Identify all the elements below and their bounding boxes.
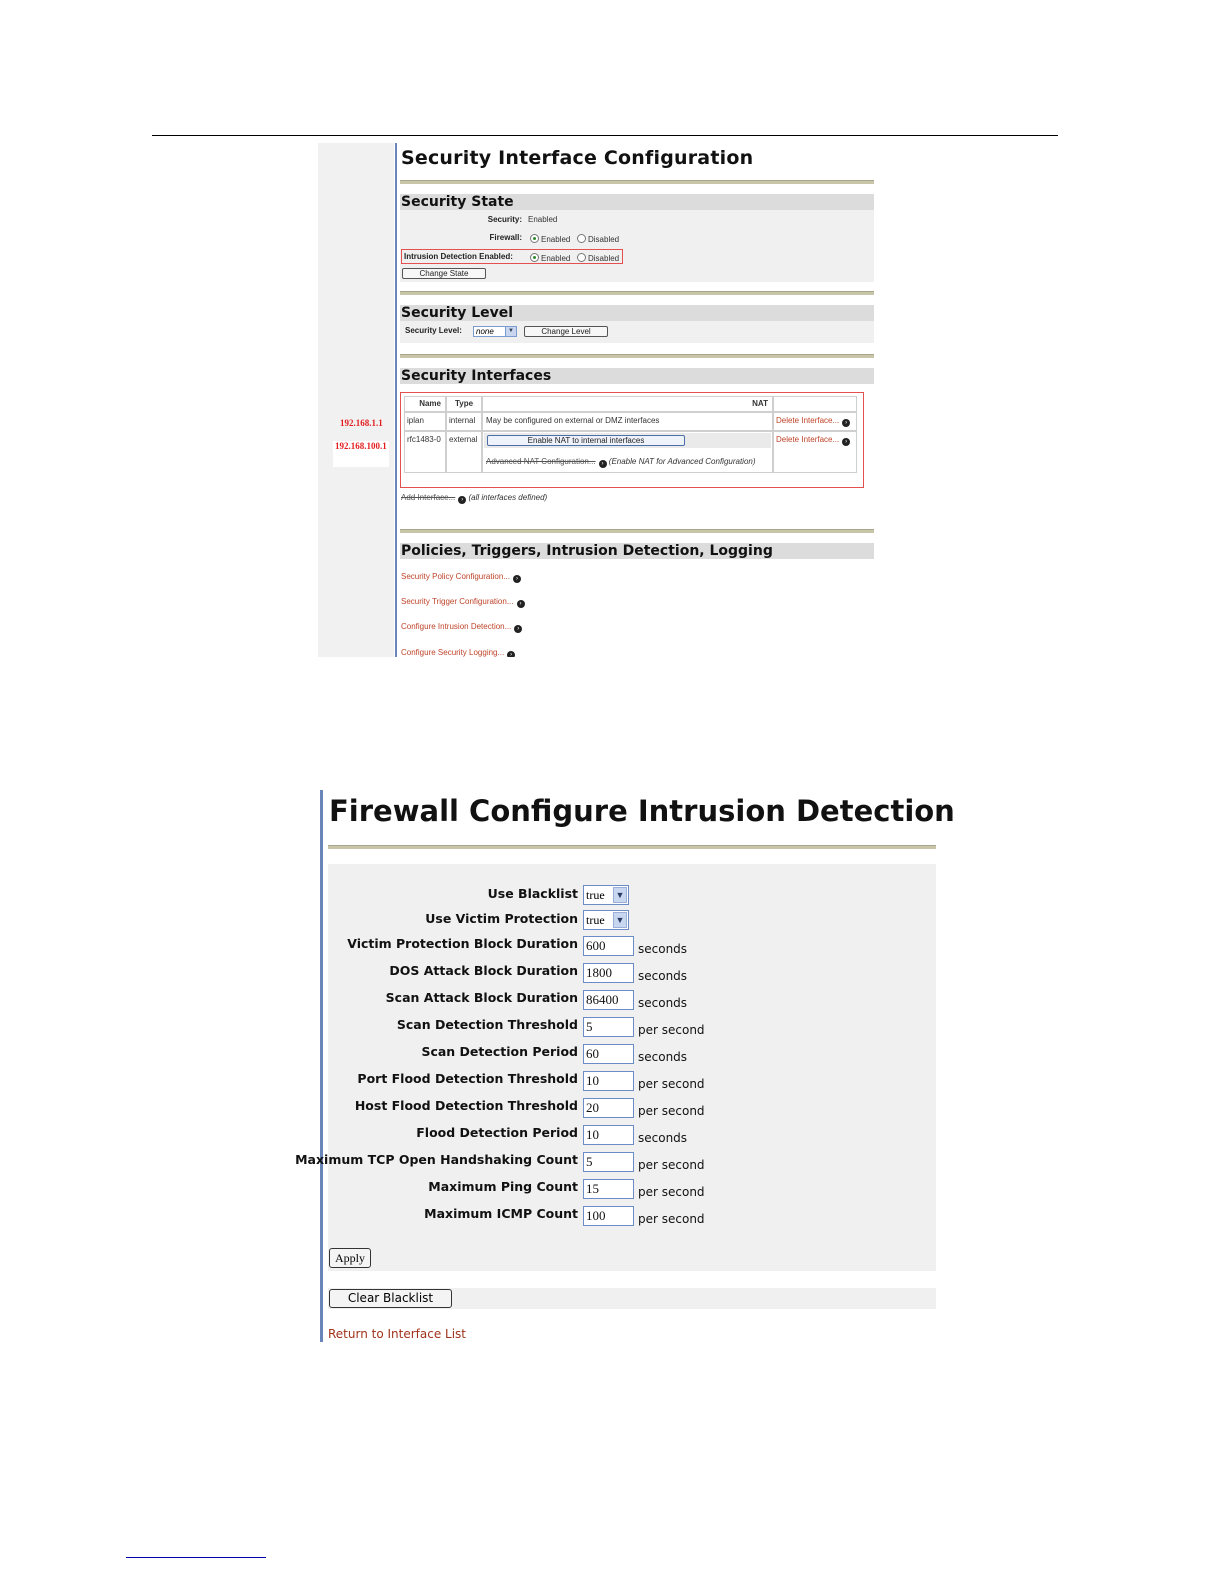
scan-attack-block-duration-label: Scan Attack Block Duration (385, 990, 578, 1005)
apply-button[interactable]: Apply (329, 1248, 371, 1268)
advanced-nat-link[interactable]: Advanced NAT Configuration... (486, 457, 596, 466)
intrusion-enabled-option[interactable]: Enabled (530, 253, 570, 263)
security-logging-link[interactable]: Configure Security Logging... › (401, 648, 515, 657)
title-divider (400, 180, 874, 184)
advanced-nat-note: (Enable NAT for Advanced Configuration) (608, 457, 756, 466)
radio-selected-icon (530, 234, 539, 243)
unit-label: seconds (638, 1050, 688, 1064)
security-label: Security: (487, 215, 522, 224)
section-divider (400, 529, 874, 533)
host-flood-detection-threshold-label: Host Flood Detection Threshold (354, 1098, 578, 1113)
flood-detection-period-input[interactable]: 10 (583, 1125, 634, 1145)
row-iplan-action (773, 412, 857, 431)
unit-label: seconds (638, 1131, 688, 1145)
scan-detection-threshold-label: Scan Detection Threshold (396, 1017, 578, 1032)
security-policy-link[interactable]: Security Policy Configuration... › (401, 572, 521, 583)
host-flood-detection-threshold-input[interactable]: 20 (583, 1098, 634, 1118)
use-blacklist-label: Use Blacklist (487, 886, 578, 901)
return-to-interface-list-link[interactable]: Return to Interface List (328, 1327, 467, 1341)
change-state-button[interactable]: Change State (402, 268, 486, 279)
unit-label: per second (638, 1023, 705, 1037)
security-content (400, 143, 874, 657)
page-top-rule (152, 135, 1058, 136)
arrow-right-icon[interactable]: › (842, 419, 850, 427)
max-tcp-open-handshaking-input[interactable]: 5 (583, 1152, 634, 1172)
radio-unselected-icon (577, 234, 586, 243)
port-flood-detection-threshold-input[interactable]: 10 (583, 1071, 634, 1091)
add-interface-line (401, 493, 547, 504)
unit-label: per second (638, 1212, 705, 1226)
clear-blacklist-bar (328, 1288, 936, 1309)
victim-protection-block-duration-label: Victim Protection Block Duration (347, 936, 578, 951)
security-level-heading: Security Level (400, 305, 874, 321)
change-level-button[interactable]: Change Level (524, 326, 608, 337)
add-interface-note: (all interfaces defined) (468, 493, 548, 502)
arrow-right-icon: › (507, 651, 515, 657)
use-blacklist-select[interactable]: true ▼ (583, 885, 629, 905)
security-state-section (400, 210, 874, 282)
intrusion-form (295, 864, 936, 1271)
security-interface-screenshot (318, 143, 874, 657)
security-value: Enabled (528, 215, 558, 224)
chevron-down-icon: ▼ (613, 887, 627, 903)
firewall-enabled-option[interactable]: Enabled (530, 234, 570, 244)
clear-blacklist-button[interactable]: Clear Blacklist (329, 1289, 452, 1308)
radio-unselected-icon (577, 253, 586, 262)
security-level-label: Security Level: (405, 326, 462, 335)
content-left-border (320, 790, 323, 1342)
use-victim-protection-label: Use Victim Protection (425, 911, 578, 926)
scan-detection-period-label: Scan Detection Period (421, 1044, 578, 1059)
row-iplan-name: iplan (404, 412, 446, 431)
max-icmp-count-input[interactable]: 100 (583, 1206, 634, 1226)
unit-label: per second (638, 1158, 705, 1172)
title-divider (328, 845, 936, 849)
unit-label: seconds (638, 996, 688, 1010)
unit-label: per second (638, 1104, 705, 1118)
unit-label: per second (638, 1077, 705, 1091)
intrusion-detection-link[interactable]: Configure Intrusion Detection... › (401, 622, 522, 633)
page-title: Firewall Configure Intrusion Detection (329, 794, 955, 828)
row-iplan-nat: May be configured on external or DMZ interfaces (482, 412, 773, 431)
row-iplan-type: internal (446, 412, 482, 431)
scan-detection-period-input[interactable]: 60 (583, 1044, 634, 1064)
delete-interface-link[interactable]: Delete Interface... (776, 435, 840, 444)
enable-nat-button[interactable]: Enable NAT to internal interfaces (487, 435, 685, 446)
security-trigger-link[interactable]: Security Trigger Configuration... › (401, 597, 525, 608)
security-interfaces-section (400, 384, 874, 492)
security-level-section (400, 321, 874, 343)
ip-annotation-lan: 192.168.1.1 (340, 418, 383, 428)
flood-detection-period-label: Flood Detection Period (416, 1125, 578, 1140)
unit-label: seconds (638, 942, 688, 956)
arrow-right-icon: › (514, 625, 522, 633)
port-flood-detection-threshold-label: Port Flood Detection Threshold (357, 1071, 578, 1086)
unit-label: per second (638, 1185, 705, 1199)
add-interface-link[interactable]: Add Interface... (401, 493, 456, 502)
security-interfaces-heading: Security Interfaces (400, 368, 874, 384)
section-divider (400, 291, 874, 295)
scan-detection-threshold-input[interactable]: 5 (583, 1017, 634, 1037)
dos-attack-block-duration-input[interactable]: 1800 (583, 963, 634, 983)
chevron-down-icon: ▼ (613, 912, 627, 928)
left-nav-pane (318, 143, 394, 657)
intrusion-disabled-option[interactable]: Disabled (577, 253, 619, 263)
footnote-rule (126, 1557, 266, 1558)
radio-selected-icon (530, 253, 539, 262)
content-left-border (395, 143, 397, 657)
max-icmp-count-label: Maximum ICMP Count (424, 1206, 578, 1221)
security-state-heading: Security State (400, 194, 874, 210)
row-rfc-nat (482, 431, 773, 473)
security-level-select[interactable]: none ▼ (473, 326, 517, 337)
unit-label: seconds (638, 969, 688, 983)
ip-annotation-wan: 192.168.100.1 (333, 441, 389, 467)
advanced-nat-line (486, 457, 756, 468)
intrusion-detection-label: Intrusion Detection Enabled: (404, 252, 513, 261)
section-divider (400, 354, 874, 358)
column-header-action (773, 396, 857, 412)
column-header-nat: NAT (482, 396, 773, 412)
chevron-down-icon: ▼ (505, 327, 516, 336)
column-header-type: Type (446, 396, 482, 412)
max-ping-count-label: Maximum Ping Count (428, 1179, 578, 1194)
page-title: Security Interface Configuration (401, 147, 754, 169)
dos-attack-block-duration-label: DOS Attack Block Duration (389, 963, 578, 978)
delete-interface-link[interactable]: Delete Interface... (776, 416, 840, 425)
firewall-disabled-option[interactable]: Disabled (577, 234, 619, 244)
scan-attack-block-duration-input[interactable]: 86400 (583, 990, 634, 1010)
victim-protection-block-duration-input[interactable]: 600 (583, 936, 634, 956)
max-tcp-open-handshaking-label: Maximum TCP Open Handshaking Count (295, 1152, 578, 1167)
arrow-right-icon[interactable]: › (599, 460, 607, 468)
arrow-right-icon: › (513, 575, 521, 583)
policies-heading: Policies, Triggers, Intrusion Detection, Logging (400, 543, 874, 559)
firewall-label: Firewall: (489, 233, 522, 242)
arrow-right-icon: › (517, 600, 525, 608)
row-rfc-action (773, 431, 857, 473)
row-rfc-type: external (446, 431, 482, 473)
use-victim-protection-select[interactable]: true ▼ (583, 910, 629, 930)
column-header-name: Name (404, 396, 446, 412)
row-rfc-name: rfc1483-0 (404, 431, 446, 473)
arrow-right-icon[interactable]: › (842, 438, 850, 446)
max-ping-count-input[interactable]: 15 (583, 1179, 634, 1199)
arrow-right-icon[interactable]: › (458, 496, 466, 504)
intrusion-detection-screenshot (295, 790, 955, 1342)
